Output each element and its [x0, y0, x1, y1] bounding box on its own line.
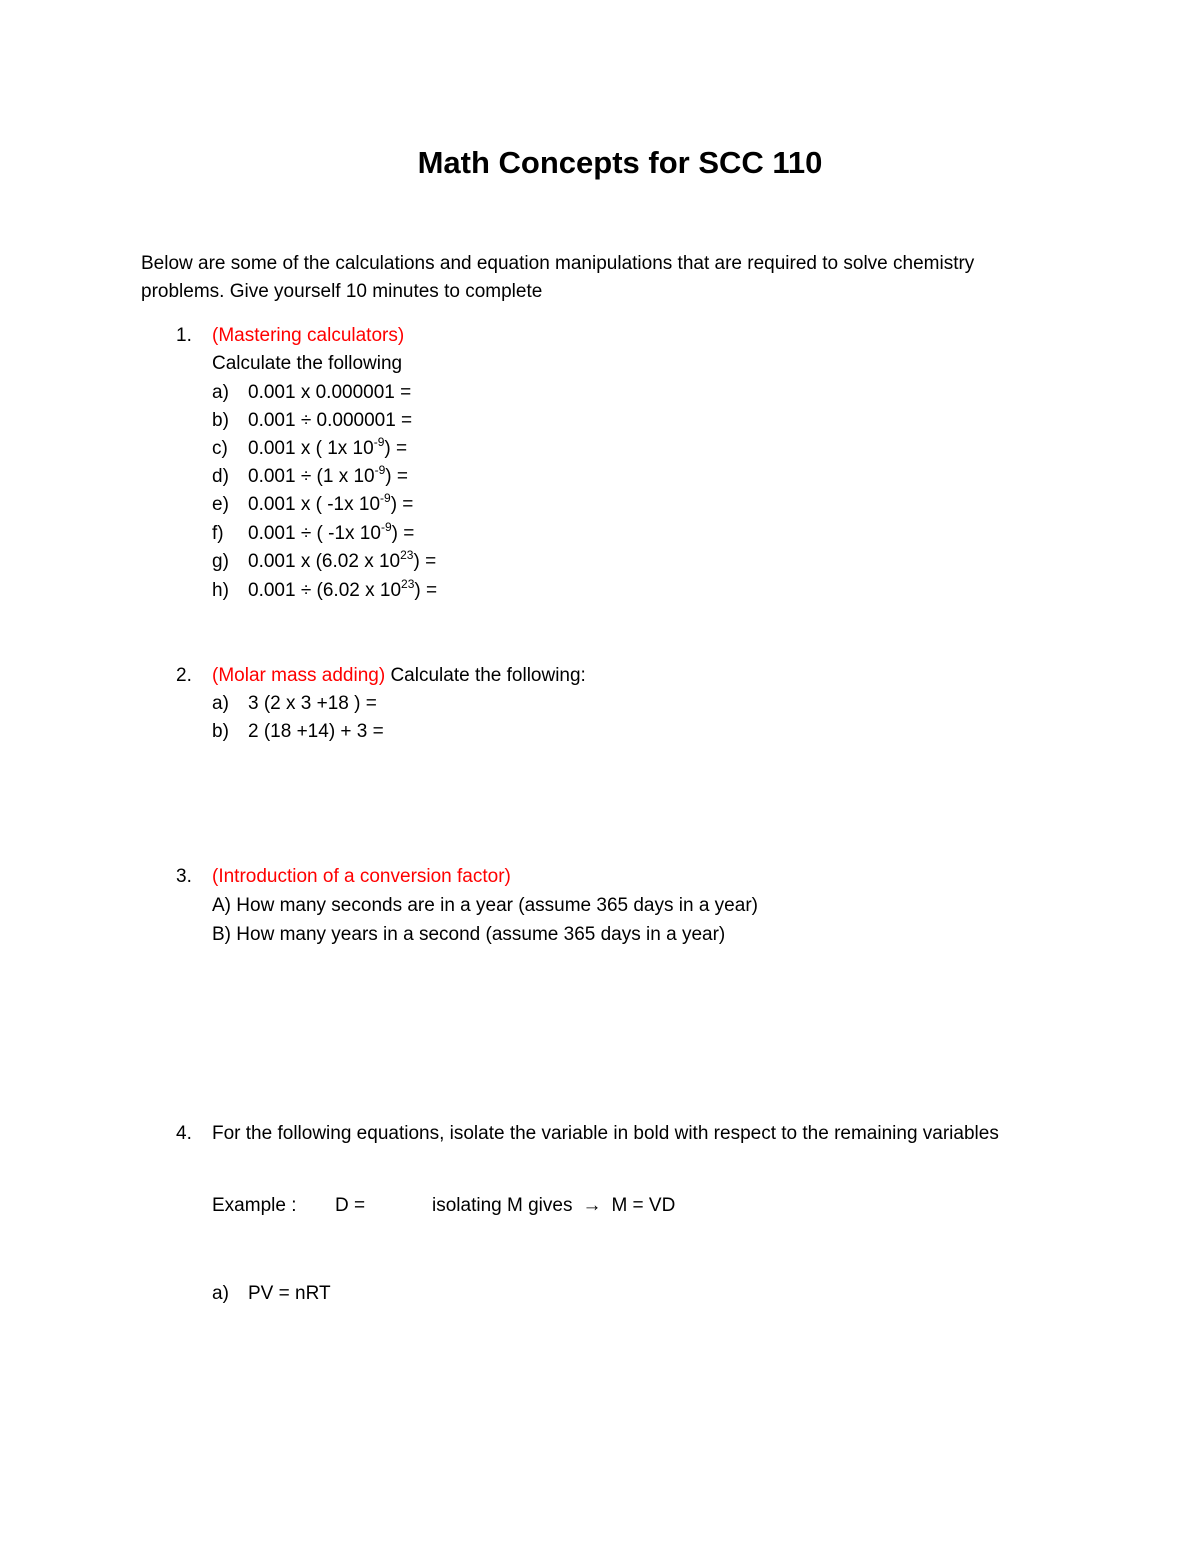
item-expression-end: ) = — [385, 466, 408, 487]
item-letter: A) — [212, 895, 231, 916]
q1-item-e — [212, 491, 413, 519]
item-expression: 0.001 x ( -1x 10 — [248, 494, 381, 515]
q1-item-c — [212, 435, 407, 463]
right-arrow-icon: → — [582, 1195, 602, 1216]
q1-item-a — [212, 379, 411, 407]
item-expression: 3 (2 x 3 +18 ) = — [248, 693, 377, 714]
item-expression: 2 (18 +14) + 3 = — [248, 721, 384, 742]
item-expression: 0.001 ÷ (6.02 x 10 — [248, 580, 402, 601]
q2-item-a — [212, 690, 377, 718]
item-letter: h) — [212, 580, 229, 601]
example-label: Example : — [212, 1195, 297, 1216]
exponent: -9 — [373, 435, 385, 449]
intro-line-1: Below are some of the calculations and equation manipulations that are required to solve chemistry — [141, 253, 975, 274]
item-expression-end: ) = — [391, 523, 415, 544]
q1-item-h — [212, 577, 437, 605]
question-1-heading: (Mastering calculators) — [212, 325, 405, 346]
example-equation: D = — [335, 1195, 366, 1216]
item-letter: f) — [212, 523, 224, 544]
item-letter: B) — [212, 924, 231, 945]
item-letter: a) — [212, 693, 229, 714]
item-letter: d) — [212, 466, 229, 487]
example-result: M = VD — [611, 1195, 676, 1216]
item-text: How many years in a second (assume 365 days in a year) — [231, 924, 726, 945]
question-1-number: 1. — [176, 325, 192, 346]
item-expression: 0.001 ÷ (1 x 10 — [248, 466, 375, 487]
item-letter: a) — [212, 1283, 229, 1304]
item-letter: c) — [212, 438, 228, 459]
question-2-instruction: Calculate the following: — [385, 665, 586, 686]
item-text: How many seconds are in a year (assume 365 days in a year) — [231, 895, 758, 916]
exponent: -9 — [380, 491, 391, 505]
item-letter: b) — [212, 721, 229, 742]
exponent: 23 — [401, 577, 415, 591]
item-expression-end: ) = — [390, 494, 414, 515]
example-isolating-text: isolating M gives — [432, 1195, 573, 1216]
q1-item-f — [212, 520, 414, 548]
item-letter: e) — [212, 494, 229, 515]
question-2-heading: (Molar mass adding) — [212, 665, 386, 686]
item-expression: 0.001 ÷ ( -1x 10 — [248, 523, 381, 544]
exponent: -9 — [374, 463, 386, 477]
q2-item-b — [212, 718, 384, 746]
q3-item-b — [212, 921, 725, 949]
item-expression-end: ) = — [414, 580, 438, 601]
question-3-heading: (Introduction of a conversion factor) — [212, 866, 511, 887]
item-expression: 0.001 x ( 1x 10 — [248, 438, 374, 459]
question-1-subheading: Calculate the following — [212, 353, 403, 374]
exponent: -9 — [380, 520, 392, 534]
item-letter: g) — [212, 551, 229, 572]
question-3-number: 3. — [176, 866, 192, 887]
question-2-number: 2. — [176, 665, 192, 686]
item-expression: 0.001 x (6.02 x 10 — [248, 551, 401, 572]
question-4-number: 4. — [176, 1123, 192, 1144]
exponent: 23 — [400, 548, 414, 562]
item-expression: 0.001 ÷ 0.000001 = — [248, 410, 413, 431]
intro-line-2: problems. Give yourself 10 minutes to complete — [141, 281, 543, 302]
item-expression-end: ) = — [413, 551, 437, 572]
example-isolation — [432, 1192, 675, 1220]
item-letter: b) — [212, 410, 229, 431]
item-expression: 0.001 x 0.000001 = — [248, 382, 412, 403]
q1-item-d — [212, 463, 408, 491]
q4-item-a — [212, 1280, 331, 1308]
q1-item-b — [212, 407, 412, 435]
item-expression: PV = nRT — [248, 1283, 331, 1304]
item-letter: a) — [212, 382, 229, 403]
question-4-text: For the following equations, isolate the variable in bold with respect to the remaining variables — [212, 1123, 999, 1144]
q3-item-a — [212, 892, 758, 920]
question-2-line — [212, 662, 586, 690]
page-title: Math Concepts for SCC 110 — [417, 145, 823, 180]
item-expression-end: ) = — [384, 438, 408, 459]
q1-item-g — [212, 548, 436, 576]
